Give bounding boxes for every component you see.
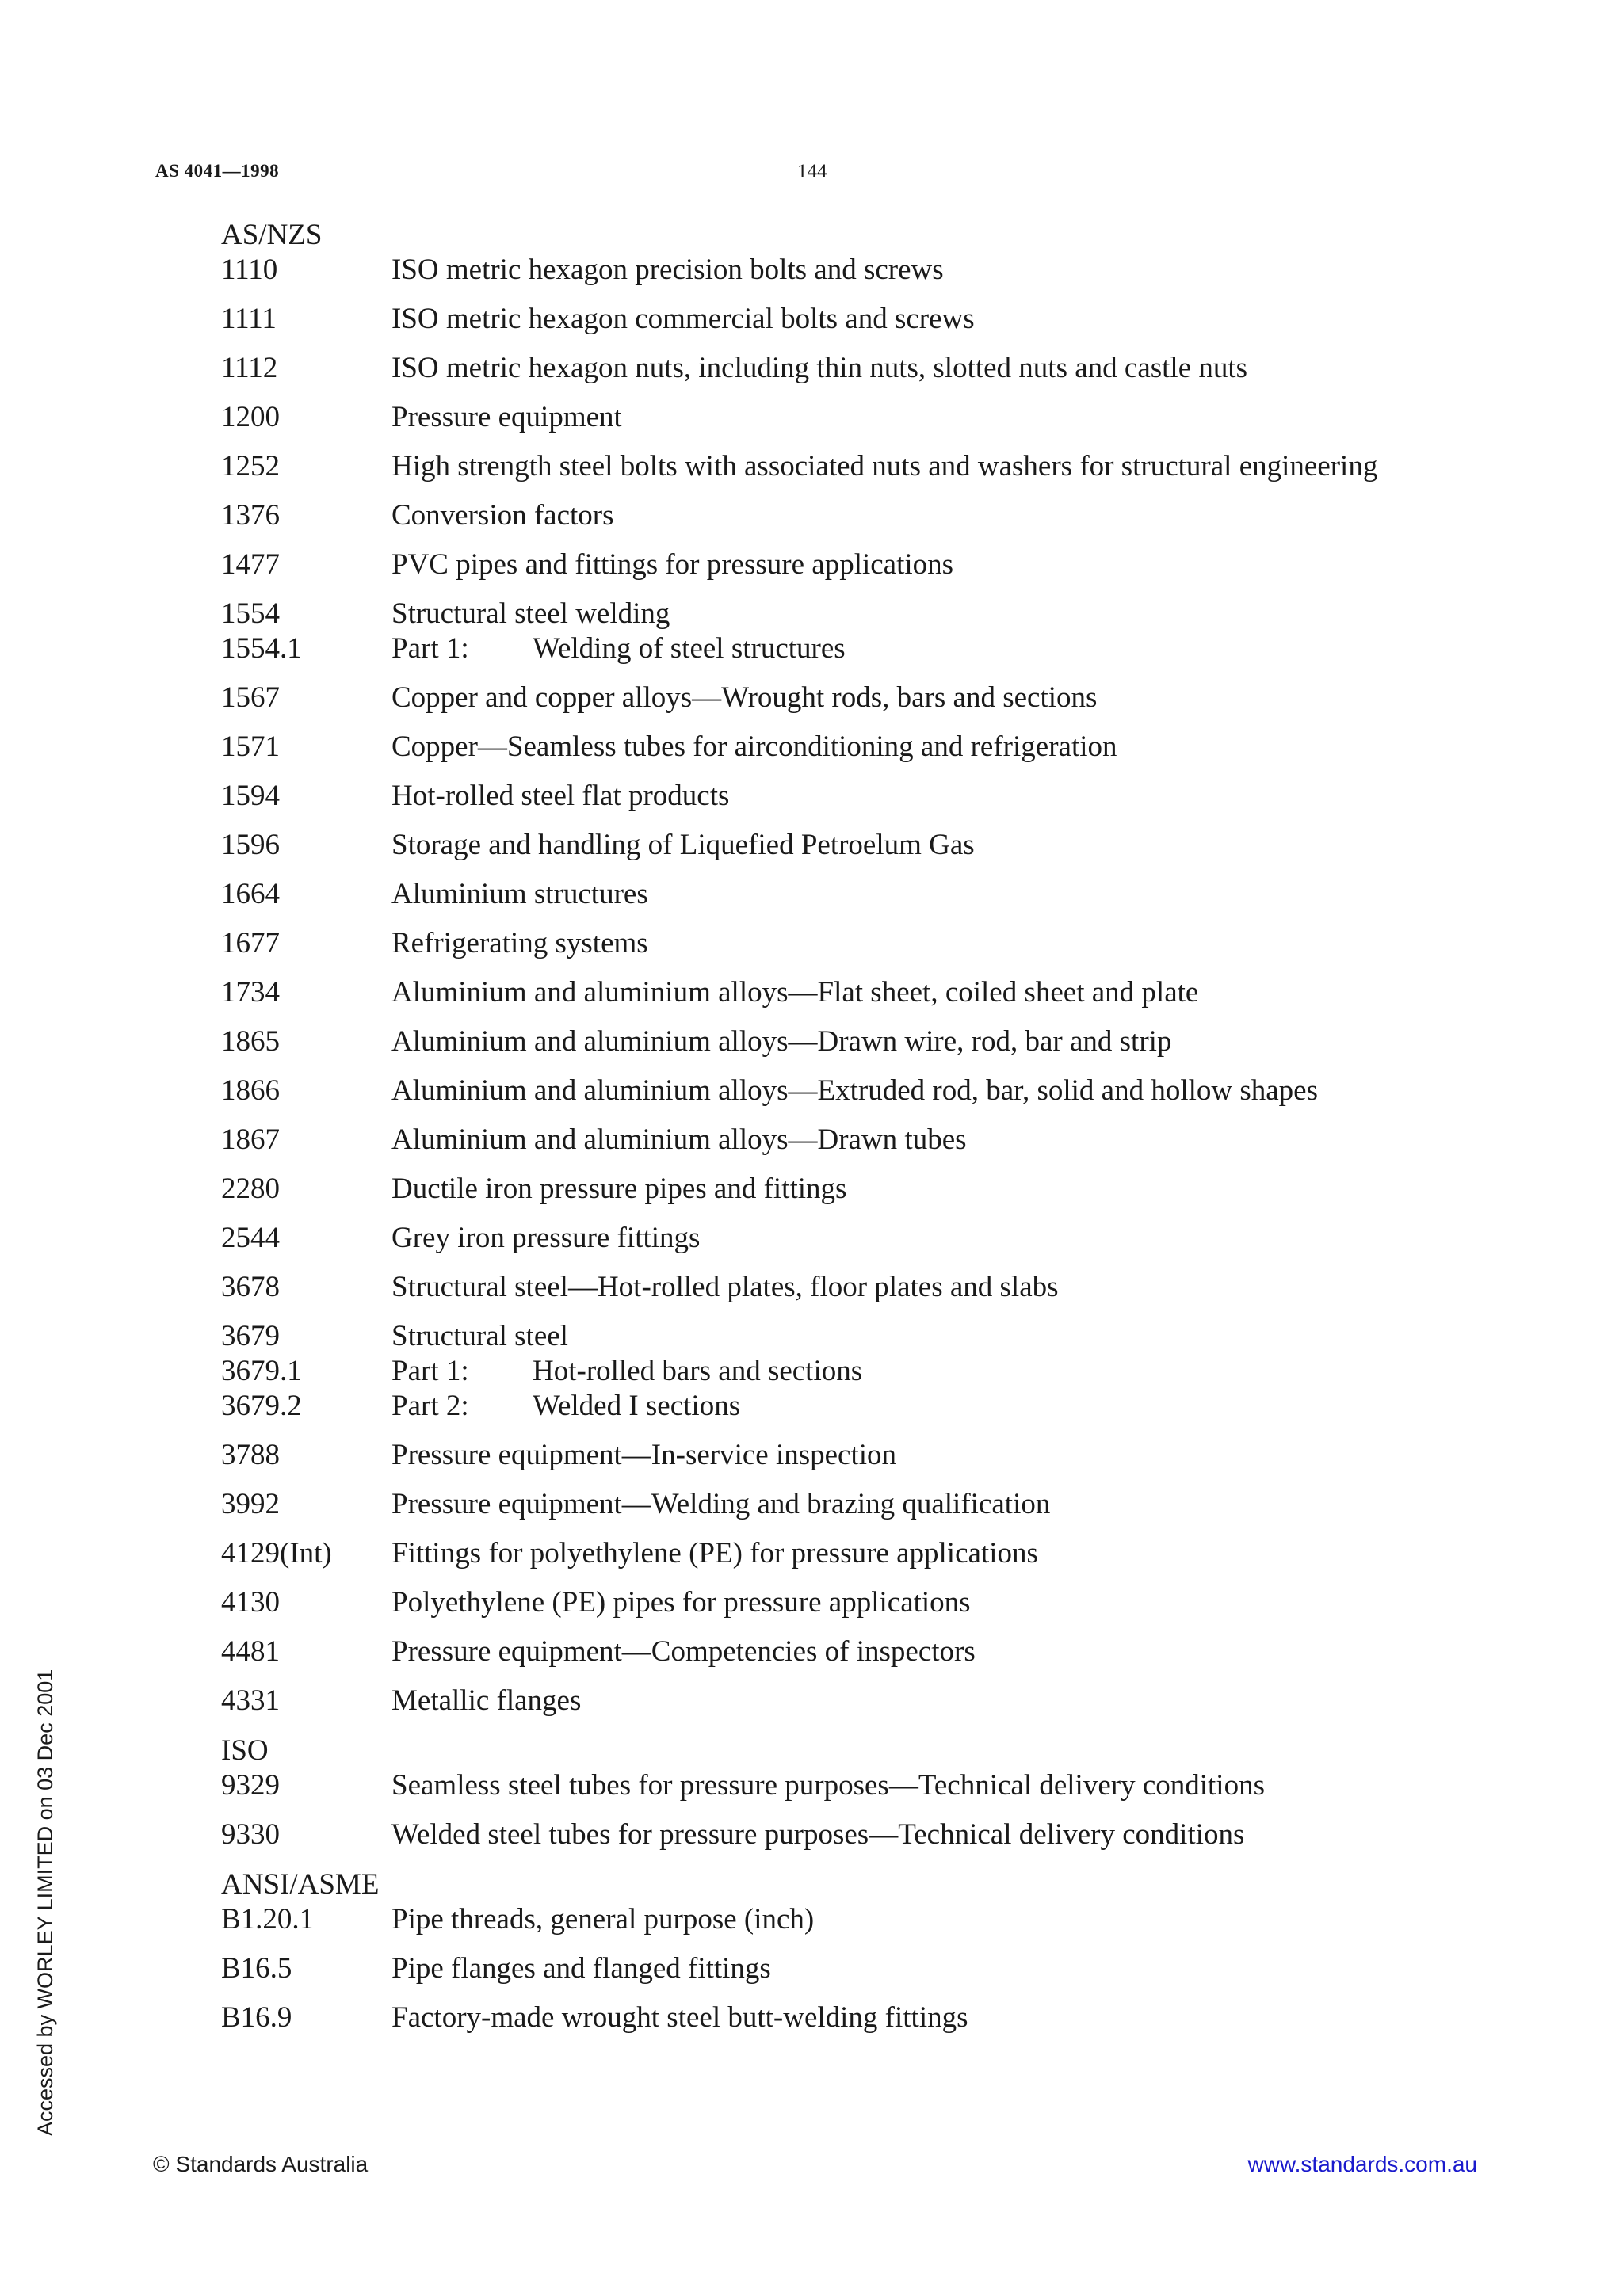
part-title-block [391,1354,1410,1389]
standard-title: Copper—Seamless tubes for airconditioning and refrigeration [391,730,1117,763]
reference-row [221,926,1410,961]
reference-row [221,597,1410,631]
reference-entry [221,1270,1410,1305]
part-number: 1554.1 [221,632,302,665]
reference-entry [221,926,1410,961]
standard-number: 9329 [221,1769,280,1802]
standard-title: Pressure equipment—In-service inspection [391,1439,897,1471]
reference-row [221,498,1410,533]
standard-number: 1596 [221,829,280,861]
reference-row [221,547,1410,582]
group-heading: AS/NZS [221,219,323,251]
standard-number: 1554 [221,597,280,630]
reference-entry [221,1817,1410,1852]
reference-row [221,400,1410,435]
reference-row [221,1951,1410,1986]
standard-number: 1112 [221,352,278,384]
part-label: Part 1: [391,1355,469,1387]
standard-number: 3678 [221,1271,280,1303]
reference-entry [221,681,1410,715]
reference-row [221,1817,1410,1852]
part-label: Part 2: [391,1390,469,1422]
part-row [221,1389,1410,1424]
standard-title: Ductile iron pressure pipes and fittings [391,1173,847,1205]
reference-row [221,1536,1410,1571]
standard-title: Pipe flanges and flanged fittings [391,1952,771,1985]
standard-number: 4481 [221,1635,280,1668]
copyright-notice: © Standards Australia [153,2152,369,2176]
access-watermark: Accessed by WORLEY LIMITED on 03 Dec 2001 [33,1669,57,2136]
reference-entry [221,1585,1410,1620]
reference-entry [221,730,1410,765]
standard-title: Pressure equipment—Competencies of inspectors [391,1635,976,1668]
standard-number: B16.5 [221,1952,292,1985]
reference-row [221,351,1410,386]
reference-entry [221,877,1410,912]
reference-row [221,1585,1410,1620]
reference-row [221,779,1410,814]
standard-title: Conversion factors [391,499,614,532]
reference-entry [221,1438,1410,1473]
standard-title: Aluminium and aluminium alloys—Flat sheet, coiled sheet and plate [391,976,1199,1009]
standard-title: Structural steel [391,1320,568,1352]
part-row [221,1354,1410,1389]
standard-number: 1477 [221,548,280,581]
part-number: 3679.1 [221,1355,302,1387]
standard-title: Aluminium structures [391,878,648,910]
reference-row [221,1634,1410,1669]
standard-title: Metallic flanges [391,1684,582,1717]
standard-title: Fittings for polyethylene (PE) for pressure applications [391,1537,1038,1569]
standard-title: ISO metric hexagon nuts, including thin nuts, slotted nuts and castle nuts [391,352,1248,384]
reference-entry [221,828,1410,863]
reference-entry [221,1221,1410,1256]
standard-number: 1865 [221,1025,280,1058]
reference-entry [221,302,1410,337]
reference-entry [221,449,1410,484]
referenced-documents-list [221,217,1410,2035]
standard-title: Factory-made wrought steel butt-welding fittings [391,2001,968,2034]
part-label: Part 1: [391,632,469,665]
standard-number: 4130 [221,1586,280,1619]
standard-number: 1200 [221,401,280,433]
standard-number: 1571 [221,730,280,763]
reference-entry [221,1536,1410,1571]
standard-number: 1111 [221,303,277,335]
standard-title: ISO metric hexagon precision bolts and screws [391,254,944,286]
reference-entry [221,1634,1410,1669]
standard-number: 1594 [221,780,280,812]
standard-title: Grey iron pressure fittings [391,1222,701,1254]
reference-entry [221,1319,1410,1424]
standard-title: Aluminium and aluminium alloys—Extruded rod, bar, solid and hollow shapes [391,1074,1319,1107]
page-number: 144 [797,161,827,182]
reference-row [221,1270,1410,1305]
part-title: Welding of steel structures [533,632,846,665]
standard-number: 1252 [221,450,280,482]
standard-title: Refrigerating systems [391,927,648,959]
standard-title: Structural steel welding [391,597,670,630]
group-heading: ISO [221,1734,269,1767]
reference-row [221,828,1410,863]
part-title: Hot-rolled bars and sections [533,1355,863,1387]
standard-title: Aluminium and aluminium alloys—Drawn wire, rod, bar and strip [391,1025,1172,1058]
standard-title: Hot-rolled steel flat products [391,780,730,812]
part-number: 3679.2 [221,1390,302,1422]
reference-entry [221,547,1410,582]
reference-row [221,681,1410,715]
standard-number: 3992 [221,1488,280,1520]
reference-row [221,1221,1410,1256]
standard-title: Pressure equipment [391,401,622,433]
standard-number: 9330 [221,1818,280,1851]
standard-title: Aluminium and aluminium alloys—Drawn tubes [391,1123,967,1156]
reference-row [221,253,1410,288]
part-title-block [391,1389,1410,1424]
reference-row [221,1768,1410,1803]
reference-row [221,1319,1410,1354]
reference-row [221,1172,1410,1207]
reference-entry [221,597,1410,666]
reference-row [221,730,1410,765]
reference-entry [221,1768,1410,1803]
standard-title: Seamless steel tubes for pressure purposes—Technical delivery conditions [391,1769,1265,1802]
standard-number: 4331 [221,1684,280,1717]
standard-title: ISO metric hexagon commercial bolts and screws [391,303,975,335]
part-row [221,631,1410,666]
standard-title: Pressure equipment—Welding and brazing qualification [391,1488,1051,1520]
standard-number: 1866 [221,1074,280,1107]
part-title-block [391,631,1410,666]
standard-number: 4129(Int) [221,1537,332,1569]
reference-row [221,1123,1410,1158]
standard-number: 1867 [221,1123,280,1156]
reference-entry [221,351,1410,386]
reference-entry [221,2000,1410,2035]
standard-number: 1664 [221,878,280,910]
reference-row [221,1074,1410,1108]
reference-row [221,1902,1410,1937]
reference-entry [221,1951,1410,1986]
reference-entry [221,1487,1410,1522]
reference-entry [221,1684,1410,1718]
standard-title: Welded steel tubes for pressure purposes—Technical delivery conditions [391,1818,1245,1851]
reference-row [221,2000,1410,2035]
reference-row [221,1024,1410,1059]
group-heading: ANSI/ASME [221,1868,380,1901]
reference-entry [221,1074,1410,1108]
reference-entry [221,975,1410,1010]
standard-number: B1.20.1 [221,1903,315,1936]
standard-number: 3788 [221,1439,280,1471]
standard-title: Storage and handling of Liquefied Petroelum Gas [391,829,975,861]
standard-number: 1376 [221,499,280,532]
standard-title: Structural steel—Hot-rolled plates, floor plates and slabs [391,1271,1059,1303]
standard-title: Pipe threads, general purpose (inch) [391,1903,815,1936]
reference-row [221,449,1410,484]
reference-row [221,877,1410,912]
standard-title: PVC pipes and fittings for pressure applications [391,548,954,581]
website-link[interactable]: www.standards.com.au [1247,2152,1477,2176]
reference-row [221,302,1410,337]
standard-number: B16.9 [221,2001,292,2034]
reference-entry [221,779,1410,814]
reference-row [221,1487,1410,1522]
standard-number: 2280 [221,1173,280,1205]
standard-title: High strength steel bolts with associated nuts and washers for structural engineering [391,450,1378,482]
reference-entry [221,253,1410,288]
part-title: Welded I sections [533,1390,741,1422]
reference-entry [221,498,1410,533]
standard-number: 1677 [221,927,280,959]
standard-title: Copper and copper alloys—Wrought rods, bars and sections [391,681,1098,714]
reference-entry [221,1172,1410,1207]
reference-row [221,1684,1410,1718]
standard-number: 3679 [221,1320,280,1352]
standard-number: 1110 [221,254,278,286]
reference-entry [221,400,1410,435]
reference-row [221,975,1410,1010]
standard-designation: AS 4041—1998 [155,161,280,181]
reference-entry [221,1123,1410,1158]
standard-number: 1734 [221,976,280,1009]
reference-entry [221,1902,1410,1937]
standard-number: 2544 [221,1222,280,1254]
standard-number: 1567 [221,681,280,714]
reference-row [221,1438,1410,1473]
reference-entry [221,1024,1410,1059]
standard-title: Polyethylene (PE) pipes for pressure applications [391,1586,971,1619]
